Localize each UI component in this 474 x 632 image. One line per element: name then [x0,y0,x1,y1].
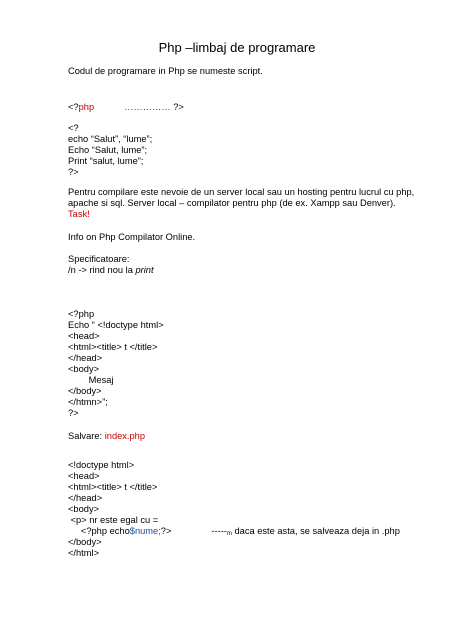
echo-var-prefix: <?php echo [68,526,130,536]
echo-var-line [68,526,400,540]
php-open-word: php [78,102,95,112]
code-line: </body> [68,386,102,396]
save-line [68,431,145,442]
note-text: daca este asta, se salveaza deja in .php [231,526,400,536]
spec-line-prefix: /n -> rind nou la [68,265,136,275]
php-dots: …………… [124,102,171,112]
php-tag-line [68,102,184,113]
compile-line-1: Pentru compilare este nevoie de un server local sau un hosting pentru lucrul cu php, [68,187,415,197]
echo-line: Print “salut, lume”; [68,156,144,166]
echo-line: echo “Salut”, “lume”; [68,134,153,144]
note-mark: m [226,531,232,537]
code-line: Echo “ <!doctype html> [68,320,164,330]
spec-line-italic: print [135,265,154,275]
echo-var-name: $nume; [129,526,161,536]
html-line: <body> [68,504,100,514]
save-filename: index.php [104,431,146,441]
code-line: <body> [68,364,100,374]
code-line: ?> [68,408,79,418]
note-dashes: ----- [211,526,227,536]
code-line: Mesaj [68,375,114,385]
code-line: </htmn>”; [68,397,108,407]
php-open-prefix: <? [68,102,79,112]
save-label: Salvare: [68,431,105,441]
echo-line: ?> [68,167,79,177]
php-close: ?> [173,102,184,112]
html-line: <head> [68,471,100,481]
html-line: <!doctype html> [68,460,135,470]
html-line: <p> nr este egal cu = [68,515,159,525]
intro-text: Codul de programare in Php se numeste script. [68,66,263,76]
html-line: </head> [68,493,103,503]
code-line: <?php [68,309,95,319]
page-title: Php –limbaj de programare [158,40,316,55]
html-end-line: </html> [68,548,100,558]
echo-line: <? [68,123,79,133]
task-label: Task! [68,209,90,219]
code-line: </head> [68,353,103,363]
spec-heading: Specificatoare: [68,254,130,264]
code-line: <head> [68,331,100,341]
echo-var-suffix: ?> [160,526,172,536]
spec-line [68,265,154,276]
html-line: <html><title> t </title> [68,482,158,492]
code-line: <html><title> t </title> [68,342,158,352]
info-text: Info on Php Compilator Online. [68,232,196,242]
compile-line-2: apache si sql. Server local – compilator pentru php (de ex. Xampp sau Denver). [68,198,396,208]
html-end-line: </body> [68,537,102,547]
echo-line: Echo “Salut, lume”; [68,145,148,155]
